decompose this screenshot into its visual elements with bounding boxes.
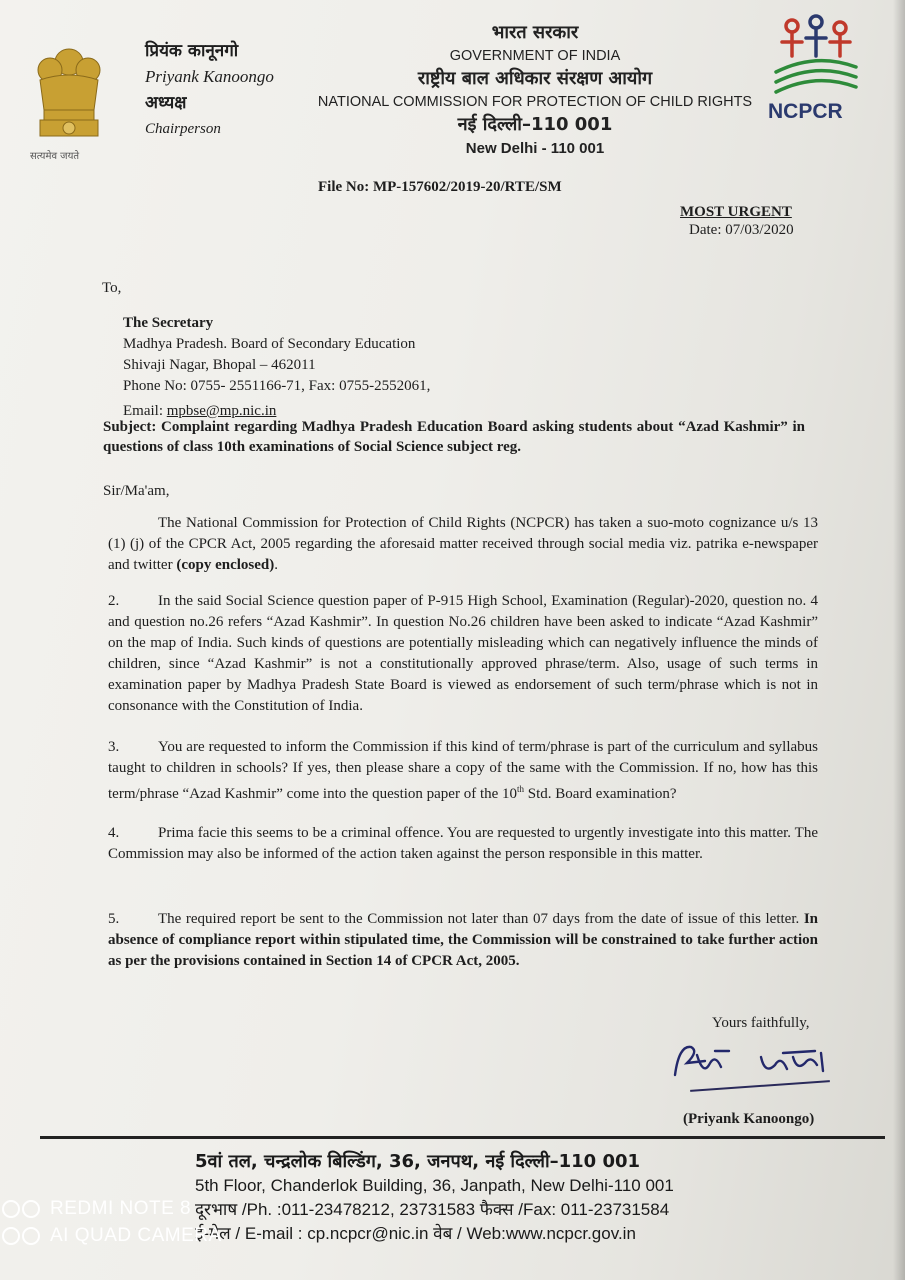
- camera-lens-icon-2: [0, 1225, 44, 1247]
- letter-subject: Subject: Complaint regarding Madhya Pradesh Education Board asking students about “Azad Kashmir” in questions of class 10th examinations of Social Science subject reg.: [103, 419, 805, 455]
- address-line-2: Shivaji Nagar, Bhopal – 462011: [123, 357, 316, 373]
- chair-name-hindi: प्रियंक कानूनगो: [145, 41, 239, 61]
- chair-title-hindi: अध्यक्ष: [145, 93, 187, 113]
- commission-hindi: राष्ट्रीय बाल अधिकार संरक्षण आयोग: [417, 68, 653, 89]
- city-english: New Delhi - 110 001: [465, 140, 605, 157]
- paragraph-3-text: You are requested to inform the Commission if this kind of term/phrase is part of the curriculum and syllabus taught to children in schools? If yes, then please share a copy of the same with the Commission. If no, how has this term/phrase “Azad Kashmir” come into the question paper of the 10: [108, 739, 818, 802]
- ncpcr-logo-icon: [768, 12, 864, 100]
- signature-icon: [665, 1035, 835, 1085]
- emblem-motto: सत्यमेव जयते: [30, 151, 80, 162]
- city-hindi: नई दिल्ली–110 001: [457, 114, 613, 135]
- footer-address-hindi: 5वां तल, चन्द्रलोक बिल्डिंग, 36, जनपथ, नई दिल्ली–110 001: [195, 1151, 641, 1172]
- chair-title-english: Chairperson: [145, 121, 221, 137]
- paragraph-1-end: .: [274, 557, 278, 573]
- org-header: [300, 20, 770, 160]
- watermark-line-1: REDMI NOTE 8: [50, 1198, 192, 1219]
- paragraph-2: [108, 591, 818, 717]
- recipient-title: The Secretary: [123, 315, 214, 331]
- paragraph-4-number: 4.: [108, 825, 120, 841]
- watermark-line-1-row: [0, 1195, 222, 1222]
- gov-hindi: भारत सरकार: [491, 22, 579, 43]
- paragraph-4-text: Prima facie this seems to be a criminal offence. You are requested to urgently investigate into this matter. The Commission may also be informed of the action taken against the person responsible in this matter.: [108, 825, 818, 862]
- recipient-address: [123, 313, 430, 422]
- urgency-label: MOST URGENT: [680, 204, 792, 220]
- watermark-line-2-row: [0, 1222, 222, 1249]
- address-line-1: Madhya Pradesh. Board of Secondary Education: [123, 336, 416, 352]
- paragraph-1-bold: (copy enclosed): [176, 557, 275, 573]
- commission-english: NATIONAL COMMISSION FOR PROTECTION OF CHILD RIGHTS: [317, 94, 753, 110]
- footer-address-english: 5th Floor, Chanderlok Building, 36, Janpath, New Delhi-110 001: [195, 1176, 674, 1195]
- footer-block: [195, 1150, 674, 1246]
- ncpcr-logo-text: NCPCR: [768, 100, 843, 123]
- paragraph-1: [108, 513, 818, 576]
- paragraph-5: [108, 909, 818, 972]
- email-label: Email:: [123, 403, 167, 419]
- footer-email-web: ई-मेल / E-mail : cp.ncpcr@nic.in वेब / Web:www.ncpcr.gov.in: [195, 1224, 636, 1243]
- signatory-name: (Priyank Kanoongo): [683, 1111, 815, 1127]
- chair-name-english: Priyank Kanoongo: [145, 67, 274, 86]
- watermark-line-2: AI QUAD CAMERA: [50, 1225, 222, 1246]
- paragraph-5-bold: In absence of compliance report within stipulated time, the Commission will be constrained to take further action as per the provisions contained in Section 14 of CPCR Act, 2005.: [108, 911, 819, 969]
- footer-divider: [40, 1136, 885, 1139]
- letter-date: Date: 07/03/2020: [689, 222, 794, 238]
- recipient-email-link[interactable]: mpbse@mp.nic.in: [166, 403, 277, 419]
- to-label: To,: [102, 280, 122, 296]
- file-number: File No: MP-157602/2019-20/RTE/SM: [318, 179, 562, 195]
- paragraph-3-number: 3.: [108, 739, 120, 755]
- camera-lens-icon: [0, 1198, 44, 1220]
- paragraph-3-end: Std. Board examination?: [524, 786, 677, 802]
- footer-phone: दूरभाष /Ph. :011-23478212, 23731583 फैक्स /Fax: 011-23731584: [195, 1200, 670, 1219]
- page-shadow: [893, 0, 905, 1280]
- paragraph-1-text: The National Commission for Protection of Child Rights (NCPCR) has taken a suo-moto cognizance u/s 13 (1) (j) of the CPCR Act, 2005 regarding the aforesaid matter received through social media viz. patrika e-newspaper and twitter: [108, 515, 818, 573]
- paragraph-2-number: 2.: [108, 593, 120, 609]
- paragraph-2-text: In the said Social Science question paper of P-915 High School, Examination (Regular)-2020, question no. 4 and question no.26 refers “Azad Kashmir”. In question No.26 children have been asked to indicate “Azad Kashmir” on the map of India. Such kinds of questions are potentially misleading which can negatively influence the minds of children, since “Azad Kashmir” is not a constitutionally approved phrase/term. Also, usage of such terms in examination paper by Madhya Pradesh State Board is viewed as endorsement of such term/phrase which is not in consonance with the Constitution of India.: [108, 593, 818, 714]
- paragraph-3: [108, 737, 818, 805]
- gov-english: GOVERNMENT OF INDIA: [449, 48, 621, 64]
- camera-watermark: [0, 1195, 222, 1249]
- closing-text: Yours faithfully,: [712, 1015, 810, 1031]
- address-line-3: Phone No: 0755- 2551166-71, Fax: 0755-2552061,: [123, 378, 431, 394]
- paragraph-4: [108, 823, 818, 865]
- paragraph-5-number: 5.: [108, 911, 120, 927]
- salutation: Sir/Ma'am,: [103, 483, 170, 499]
- paragraph-5-text: The required report be sent to the Commission not later than 07 days from the date of issue of this letter.: [158, 911, 800, 927]
- chairperson-block: [145, 38, 274, 142]
- paragraph-3-sup: th: [517, 784, 525, 794]
